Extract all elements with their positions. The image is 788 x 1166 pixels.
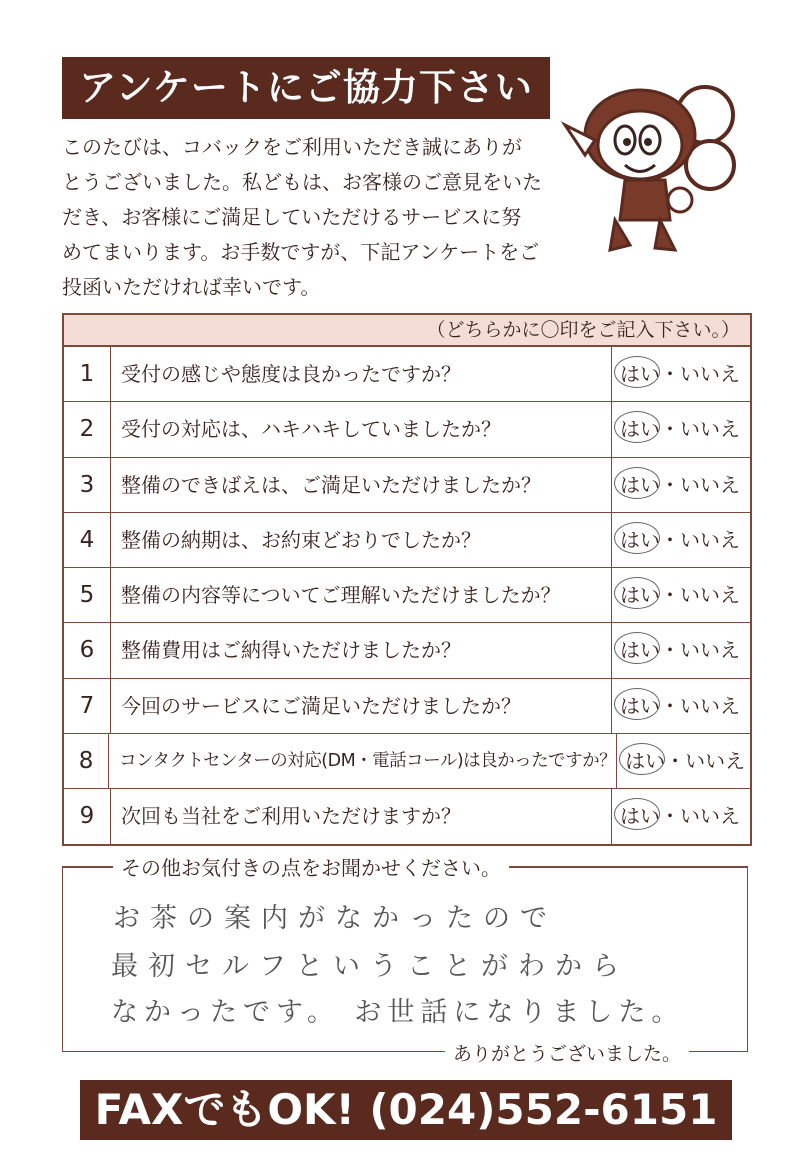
answer-separator: ・ [665,749,686,774]
comment-label: その他お気付きの点をお聞かせください。 [113,852,509,881]
answer-no[interactable]: いいえ [680,638,740,663]
question-row [64,347,750,402]
answer-yes[interactable]: はい [620,693,660,718]
answer-separator: ・ [660,362,680,386]
answer-no[interactable]: いいえ [680,583,740,608]
question-number: 6 [64,623,111,677]
question-row [64,679,750,734]
intro-line: だき、お客様にご満足していただけるサービスに努 [62,205,522,229]
question-text: 受付の感じや態度は良かったですか？ [121,362,461,386]
question-number: 1 [64,347,111,401]
question-text: 受付の対応は、ハキハキしていましたか？ [121,417,501,442]
question-number: 9 [64,789,111,843]
answer-choice[interactable] [611,402,750,456]
question-text: 整備の内容等についてご理解いただけましたか？ [121,583,561,608]
question-number: 8 [64,734,109,788]
intro-line: このたびは、コバックをご利用いただき誠にありが [62,135,522,159]
answer-yes[interactable]: はい [620,804,660,829]
answer-no[interactable]: いいえ [680,693,740,718]
question-row [64,402,750,457]
answer-choice[interactable] [611,568,750,622]
answer-choice[interactable] [611,347,750,401]
answer-yes[interactable]: はい [625,749,666,774]
answer-no[interactable]: いいえ [680,527,740,552]
answer-yes[interactable]: はい [620,362,660,386]
answer-yes[interactable]: はい [620,583,660,608]
answer-no[interactable]: いいえ [680,472,740,497]
answer-yes[interactable]: はい [620,417,660,442]
answer-choice[interactable] [611,513,750,567]
answer-yes[interactable]: はい [620,638,660,663]
question-row [64,789,750,843]
question-number: 2 [64,402,111,456]
question-text: 整備の納期は、お約束どおりでしたか？ [121,527,481,552]
survey-table [62,313,752,846]
question-row [64,568,750,623]
answer-separator: ・ [660,804,680,829]
answer-separator: ・ [660,472,680,497]
question-number: 5 [64,568,111,622]
answer-no[interactable]: いいえ [680,362,740,386]
answer-separator: ・ [660,417,680,442]
question-number: 7 [64,679,111,733]
question-row [64,623,750,678]
page-title: アンケートにご協力下さい [62,57,550,119]
answer-separator: ・ [660,638,680,663]
answer-choice[interactable] [611,789,750,843]
intro-line: とうございました。私どもは、お客様のご意見をいた [62,170,542,194]
fax-banner: FAXでもOK! (024)552-6151 [80,1080,732,1140]
answer-separator: ・ [660,583,680,608]
answer-no[interactable]: いいえ [685,749,746,774]
question-number: 3 [64,458,111,512]
answer-separator: ・ [660,527,680,552]
answer-no[interactable]: いいえ [680,804,740,829]
question-text: 今回のサービスにご満足いただけましたか？ [121,693,521,718]
answer-choice[interactable] [611,458,750,512]
question-text: コンタクトセンターの対応(DM・電話コール)は良かったですか？ [119,751,617,772]
question-text: 整備のできばえは、ご満足いただけましたか？ [121,472,541,497]
comment-area[interactable] [62,856,748,1065]
intro-line: 投函いただければ幸いです。 [62,275,321,299]
question-text: 整備費用はご納得いただけましたか？ [121,638,461,663]
answer-yes[interactable]: はい [620,527,660,552]
answer-no[interactable]: いいえ [680,417,740,442]
thanks-text: ありがとうございました。 [445,1039,689,1066]
handwritten-line: お茶の案内がなかったので [113,903,557,934]
question-row [64,458,750,513]
question-row [64,513,750,568]
handwritten-line: なかったです。 お世話になりました。 [111,997,685,1028]
intro-line: めてまいります。お手数ですが、下記アンケートをご [62,240,540,264]
answer-separator: ・ [660,693,680,718]
intro-text [62,130,562,305]
answer-choice[interactable] [611,623,750,677]
question-row [64,734,750,789]
answer-yes[interactable]: はい [620,472,660,497]
handwritten-line: 最初セルフということがわから [111,951,629,982]
mascot-illustration [555,70,755,260]
survey-instruction: （どちらかに〇印をご記入下さい。） [64,315,750,347]
question-text: 次回も当社をご利用いただけますか？ [121,804,461,829]
answer-choice[interactable] [611,679,750,733]
question-number: 4 [64,513,111,567]
answer-choice[interactable] [616,734,750,788]
